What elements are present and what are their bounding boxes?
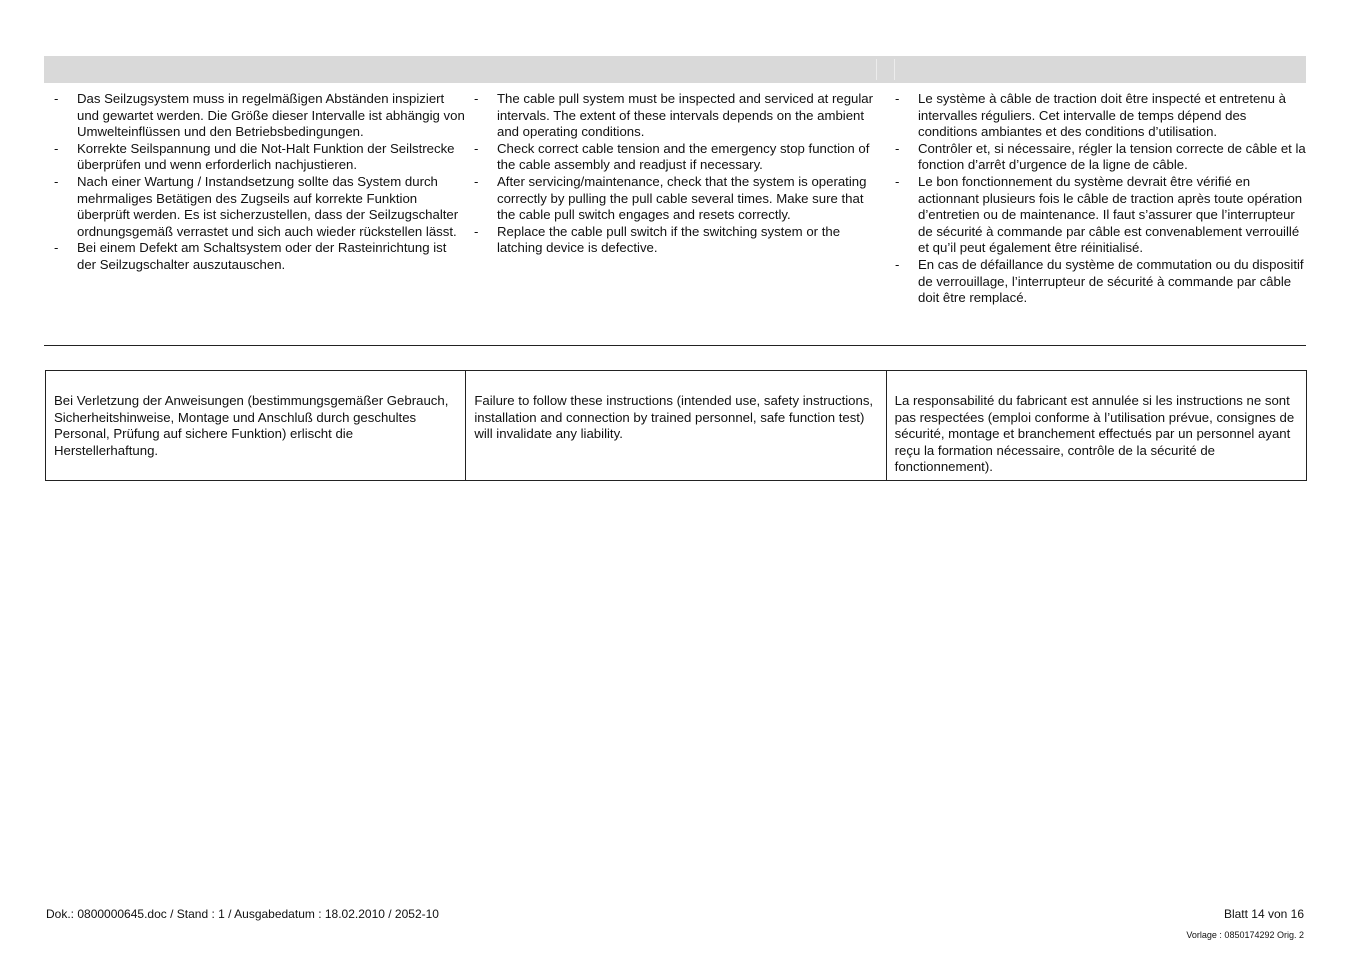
list-item bbox=[886, 174, 1306, 257]
band-divider bbox=[894, 59, 895, 80]
list-item bbox=[886, 141, 1306, 174]
list-item bbox=[45, 174, 465, 240]
list-item-text: The cable pull system must be inspected and serviced at regular intervals. The extent of these intervals depends on the ambient and operating conditions. bbox=[497, 91, 874, 140]
list-item-text: Replace the cable pull switch if the switching system or the latching device is defective. bbox=[497, 223, 841, 256]
list-item bbox=[886, 257, 1306, 307]
list-item bbox=[45, 240, 465, 273]
liability-cell-en: Failure to follow these instructions (intended use, safety instructions, installation and connection by trained personnel, safe function test) will invalidate any liability. bbox=[466, 371, 886, 480]
band-divider bbox=[876, 59, 877, 80]
maintenance-list-fr bbox=[886, 91, 1306, 307]
maintenance-list-en bbox=[465, 91, 885, 257]
maintenance-column-de bbox=[45, 91, 465, 274]
list-bullet: - bbox=[474, 140, 479, 156]
list-item bbox=[45, 141, 465, 174]
maintenance-list-de bbox=[45, 91, 465, 274]
maintenance-column-fr bbox=[886, 91, 1306, 307]
footer-page-number: Blatt 14 von 16 bbox=[1223, 907, 1304, 921]
list-bullet: - bbox=[895, 173, 900, 189]
list-bullet: - bbox=[54, 240, 59, 256]
list-bullet: - bbox=[474, 223, 479, 239]
list-bullet: - bbox=[895, 91, 900, 106]
list-bullet: - bbox=[895, 140, 900, 156]
footer-document-info: Dok.: 0800000645.doc / Stand : 1 / Ausgabedatum : 18.02.2010 / 2052-10 bbox=[46, 907, 439, 921]
list-item-text: Check correct cable tension and the emergency stop function of the cable assembly and readjust if necessary. bbox=[497, 140, 870, 173]
section-header-band bbox=[44, 56, 1306, 83]
list-bullet: - bbox=[54, 173, 59, 189]
list-item-text: Das Seilzugsystem muss in regelmäßigen Abständen inspiziert und gewartet werden. Die Größe dieser Intervalle ist abhängig von Umwelteinflüssen und den Betriebsbedingungen. bbox=[77, 91, 465, 140]
liability-cell-fr: La responsabilité du fabricant est annulée si les instructions ne sont pas respectées (emploi conforme à l’utilisation prévue, consignes de sécurité, montage et branchement effectués par un personnel ayant reçu la formation nécessaire, contrôle de la sécurité de fonctionnement). bbox=[894, 393, 1295, 475]
list-item bbox=[886, 91, 1306, 141]
list-item-text: En cas de défaillance du système de commutation ou du dispositif de verrouillage, l’interrupteur de sécurité à commande par câble doit être remplacé. bbox=[918, 256, 1304, 306]
list-item-text: Korrekte Seilspannung und die Not-Halt Funktion der Seilstrecke überprüfen und wenn erforderlich nachjustieren. bbox=[77, 140, 455, 173]
list-item-text: Nach einer Wartung / Instandsetzung sollte das System durch mehrmaliges Betätigen des Zugseils auf korrekte Funktion überprüft werden. Es ist sicherzustellen, dass der Seilzugschalter ordnungsgemäß verrastet und sich auch wieder rückstellen lässt. bbox=[77, 173, 459, 239]
list-bullet: - bbox=[54, 140, 59, 156]
liability-cell-de: Bei Verletzung der Anweisungen (bestimmungsgemäßer Gebrauch, Sicherheitshinweise, Montage und Anschluß durch geschultes Personal, Prüfung auf sichere Funktion) erlischt die Herstellerhaftung. bbox=[46, 371, 466, 480]
list-item bbox=[465, 224, 885, 257]
footer-template-ref: Vorlage : 0850174292 Orig. 2 bbox=[1186, 930, 1304, 940]
list-item bbox=[465, 174, 885, 224]
list-item-text: Bei einem Defekt am Schaltsystem oder der Rasteinrichtung ist der Seilzugschalter auszutauschen. bbox=[77, 240, 447, 272]
list-item bbox=[465, 91, 885, 141]
list-bullet: - bbox=[474, 91, 479, 106]
maintenance-column-en bbox=[465, 91, 885, 257]
list-item-text: Le système à câble de traction doit être inspecté et entretenu à intervalles réguliers. Cet intervalle de temps dépend des conditions ambiantes et des conditions d’utilisation. bbox=[918, 91, 1287, 140]
section-divider bbox=[44, 345, 1306, 346]
list-item bbox=[45, 91, 465, 141]
list-bullet: - bbox=[895, 256, 900, 272]
list-item bbox=[465, 141, 885, 174]
list-bullet: - bbox=[54, 91, 59, 106]
list-item-text: Le bon fonctionnement du système devrait être vérifié en actionnant plusieurs fois le câble de traction après toute opération d’entretien ou de maintenance. Il faut s’assurer que l’interrupteur de sécurité à commande par câble est convenablement verrouillé et qu’il peut également être réinitialisé. bbox=[918, 173, 1303, 256]
list-item-text: After servicing/maintenance, check that the system is operating correctly by pulling the pull cable several times. Make sure that the cable pull switch engages and resets correctly. bbox=[497, 173, 867, 223]
liability-table bbox=[45, 370, 1307, 481]
list-item-text: Contrôler et, si nécessaire, régler la tension correcte de câble et la fonction d’arrêt d’urgence de la ligne de câble. bbox=[918, 140, 1306, 173]
list-bullet: - bbox=[474, 173, 479, 189]
